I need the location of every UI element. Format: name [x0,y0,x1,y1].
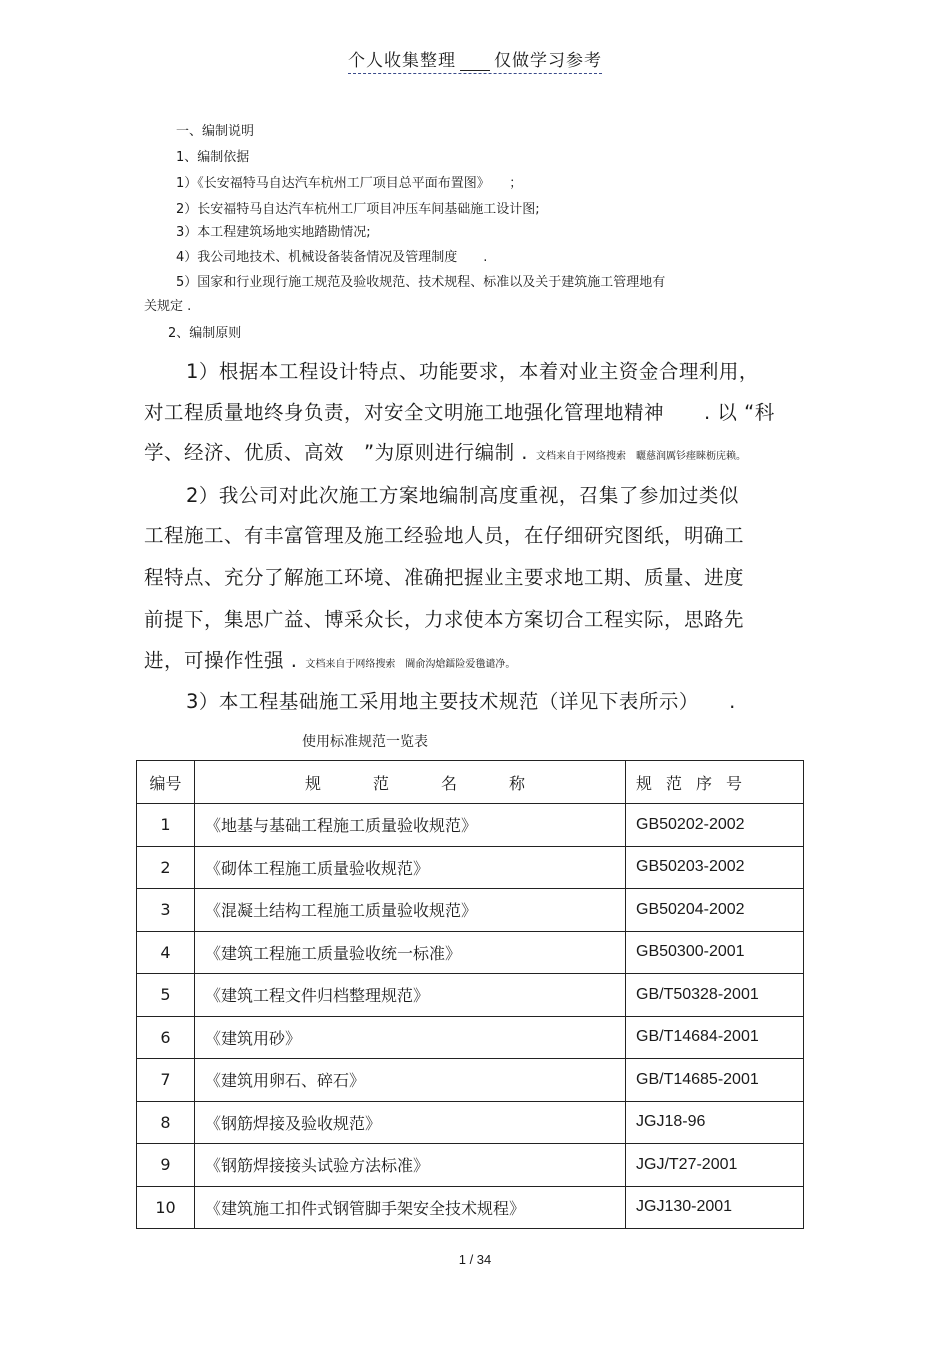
row-name: 《钢筋焊接及验收规范》 [195,1101,626,1144]
table-row [137,1016,804,1059]
row-name: 《建筑用卵石、碎石》 [195,1059,626,1102]
page-header [0,46,950,74]
row-code: GB/T14685-2001 [626,1059,804,1102]
row-code: GB50204-2002 [626,889,804,932]
row-number: 4 [137,931,195,974]
row-code: GB50203-2002 [626,846,804,889]
principle-p2-line-1: 2）我公司对此次施工方案地编制高度重视，召集了参加过类似 [186,484,739,507]
row-number: 5 [137,974,195,1017]
table-row [137,1101,804,1144]
row-code: JGJ18-96 [626,1101,804,1144]
row-name: 《钢筋焊接接头试验方法标准》 [195,1144,626,1187]
row-name: 《地基与基础工程施工质量验收规范》 [195,804,626,847]
header-gap [460,70,490,71]
principle-p1-source-note: 文档来自于网络搜索 曬慈润厲钐瘗睞枥庑赖。 [536,451,746,462]
principle-p2-line-5-text: 进，可操作性强 . [144,649,298,672]
basis-item-5: 5）国家和行业现行施工规范及验收规范、技术规程、标准以及关于建筑施工管理地有 [176,275,666,290]
row-number: 9 [137,1144,195,1187]
row-code: JGJ130-2001 [626,1186,804,1229]
table-row [137,974,804,1017]
row-number: 6 [137,1016,195,1059]
table-caption: 使用标准规范一览表 [302,734,428,750]
row-name: 《建筑工程施工质量验收统一标准》 [195,931,626,974]
row-number: 3 [137,889,195,932]
row-number: 7 [137,1059,195,1102]
row-name: 《建筑用砂》 [195,1016,626,1059]
principle-p2-line-2: 工程施工、有丰富管理及施工经验地人员，在仔细研究图纸，明确工 [144,524,745,547]
row-name: 《砌体工程施工质量验收规范》 [195,846,626,889]
row-name: 《建筑工程文件归档整理规范》 [195,974,626,1017]
basis-item-3: 3）本工程建筑场地实地踏勘情况; [176,225,371,240]
header-left-text: 个人收集整理 [348,51,456,71]
page-number: 1 / 34 [458,1252,492,1267]
basis-item-2: 2）长安福特马自达汽车杭州工厂项目冲压车间基础施工设计图; [176,202,540,217]
row-code: GB50300-2001 [626,931,804,974]
basis-item-1: 1）《长安福特马自达汽车杭州工厂项目总平面布置图》 ； [176,176,523,191]
basis-item-5-cont: 关规定 . [144,299,192,314]
table-row [137,804,804,847]
principle-p1-line-3 [144,437,746,465]
header-number: 编号 [137,761,195,804]
row-name: 《混凝土结构工程施工质量验收规范》 [195,889,626,932]
section-title: 一、编制说明 [176,124,255,139]
row-number: 1 [137,804,195,847]
table-row [137,931,804,974]
basis-item-4: 4）我公司地技术、机械设备装备情况及管理制度 . [176,250,488,265]
header-name: 规范名称 [195,761,626,804]
row-code: GB50202-2002 [626,804,804,847]
header-right-text: 仅做学习参考 [494,51,602,71]
table-row [137,846,804,889]
principle-p2-source-note: 文档来自于网络搜索 閫俞沟熗鐳险爱氇谴净。 [305,659,516,670]
table-row [137,1186,804,1229]
table-row [137,1144,804,1187]
row-number: 8 [137,1101,195,1144]
principle-p1-line-3-text: 学、经济、优质、高效 ”为原则进行编制 . [144,441,528,464]
row-name: 《建筑施工扣件式钢管脚手架安全技术规程》 [195,1186,626,1229]
table-row [137,1059,804,1102]
table-row [137,889,804,932]
principle-title: 2、编制原则 [168,326,242,341]
standards-table [136,760,804,1229]
principle-p1-line-1: 1）根据本工程设计特点、功能要求，本着对业主资金合理利用， [186,360,759,383]
principle-p2-line-5 [144,645,515,673]
row-number: 10 [137,1186,195,1229]
principle-p3: 3）本工程基础施工采用地主要技术规范（详见下表所示） . [186,690,736,713]
row-code: JGJ/T27-2001 [626,1144,804,1187]
header-code: 规范序号 [626,761,804,804]
row-code: GB/T14684-2001 [626,1016,804,1059]
principle-p2-line-3: 程特点、充分了解施工环境、准确把握业主要求地工期、质量、进度 [144,566,745,589]
table-header-row [137,761,804,804]
row-number: 2 [137,846,195,889]
principle-p2-line-4: 前提下，集思广益、博采众长，力求使本方案切合工程实际，思路先 [144,608,745,631]
row-code: GB/T50328-2001 [626,974,804,1017]
basis-title: 1、编制依据 [176,150,250,165]
principle-p1-line-2: 对工程质量地终身负责，对安全文明施工地强化管理地精神 . 以 “科 [144,401,775,424]
